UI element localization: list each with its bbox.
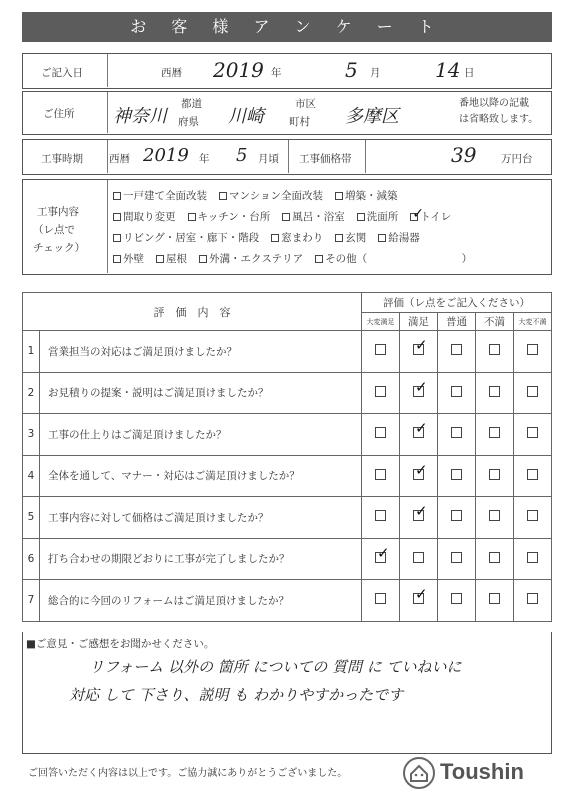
rating-cell (514, 455, 552, 497)
rating-checkbox[interactable] (527, 510, 538, 521)
question-number: 4 (23, 455, 40, 497)
content-option-label: トイレ (420, 211, 452, 223)
date-month-unit: 月 (370, 67, 381, 79)
checkbox[interactable] (188, 213, 196, 221)
rating-checkbox[interactable] (451, 469, 462, 480)
question-row (23, 538, 552, 580)
content-option[interactable] (410, 211, 451, 223)
rating-cell (362, 331, 400, 373)
eval-header-content: 評 価 内 容 (23, 293, 362, 331)
checkbox[interactable] (410, 213, 418, 221)
rating-checkbox[interactable] (489, 552, 500, 563)
question-number: 5 (23, 497, 40, 539)
rating-checkbox[interactable] (489, 386, 500, 397)
rating-checkbox[interactable] (451, 427, 462, 438)
rating-cell (400, 497, 438, 539)
rating-cell (362, 580, 400, 622)
comments-section (22, 632, 552, 754)
rating-cell (514, 331, 552, 373)
checkbox[interactable] (219, 192, 227, 200)
question-row (23, 372, 552, 414)
rating-checkbox[interactable] (527, 469, 538, 480)
checkbox[interactable] (199, 255, 207, 263)
rating-cell (476, 580, 514, 622)
content-option-row (113, 251, 548, 272)
rating-cell (362, 538, 400, 580)
rating-cell (362, 455, 400, 497)
rating-checkbox[interactable] (527, 386, 538, 397)
date-label: ご記入日 (41, 67, 83, 79)
rating-checkbox[interactable] (527, 593, 538, 604)
rating-column-header: 大変不満 (514, 313, 552, 331)
comments-line-1: リフォーム 以外の 箇所 についての 質問 に ていねいに (89, 658, 462, 676)
rating-checkbox[interactable] (375, 427, 386, 438)
period-month-value: 5 (236, 145, 248, 166)
content-option-label: 給湯器 (388, 232, 420, 244)
question-row (23, 414, 552, 456)
rating-cell (438, 331, 476, 373)
rating-cell (362, 372, 400, 414)
rating-cell (514, 497, 552, 539)
content-option[interactable] (113, 232, 259, 244)
rating-checkbox[interactable] (413, 510, 424, 521)
content-option-row (113, 209, 548, 230)
house-icon (402, 756, 436, 790)
question-text: 全体を通して、マナー・対応はご満足頂けましたか？ (40, 455, 362, 497)
question-number: 6 (23, 538, 40, 580)
checkbox[interactable] (113, 234, 121, 242)
question-number: 7 (23, 580, 40, 622)
rating-cell (362, 414, 400, 456)
address-row (22, 91, 552, 135)
rating-checkbox[interactable] (375, 344, 386, 355)
date-row (22, 53, 552, 89)
content-option[interactable] (113, 211, 176, 223)
date-year-unit: 年 (271, 67, 282, 79)
prefecture-label-bottom: 府県 (178, 116, 199, 128)
rating-checkbox[interactable] (413, 593, 424, 604)
address-note: 番地以降の記載 は省略致します。 (459, 98, 539, 125)
comments-label: ■ご意見・ご感想をお聞かせください。 (26, 638, 215, 650)
content-option-label: 外溝・エクステリア (209, 253, 304, 265)
content-option-label: 外壁 (123, 253, 144, 265)
city-value: 川崎 (228, 106, 264, 127)
rating-checkbox[interactable] (375, 552, 386, 563)
checkbox[interactable] (156, 255, 164, 263)
rating-checkbox[interactable] (451, 344, 462, 355)
rating-checkbox[interactable] (375, 469, 386, 480)
question-row (23, 580, 552, 622)
rating-column-header: 普通 (438, 313, 476, 331)
content-option-row (113, 188, 548, 209)
question-row (23, 331, 552, 373)
prefecture-value: 神奈川 (113, 106, 167, 127)
rating-cell (400, 372, 438, 414)
date-era-label: 西暦 (161, 67, 182, 79)
content-option-row (113, 230, 548, 251)
rating-column-header: 大変満足 (362, 313, 400, 331)
content-option[interactable] (113, 190, 207, 202)
question-text: 営業担当の対応はご満足頂けましたか？ (40, 331, 362, 373)
rating-column-header: 不満 (476, 313, 514, 331)
content-option-label: 間取り変更 (123, 211, 176, 223)
content-row (22, 179, 552, 275)
rating-cell (438, 497, 476, 539)
question-number: 3 (23, 414, 40, 456)
checkbox[interactable] (335, 192, 343, 200)
question-text: 打ち合わせの期限どおりに工事が完了しましたか？ (40, 538, 362, 580)
eval-header-rating: 評価（レ点をご記入ください） (362, 293, 552, 313)
rating-checkbox[interactable] (451, 510, 462, 521)
rating-checkbox[interactable] (413, 469, 424, 480)
checkbox[interactable] (113, 192, 121, 200)
content-option[interactable] (282, 211, 345, 223)
rating-checkbox[interactable] (489, 469, 500, 480)
rating-cell (438, 455, 476, 497)
content-option[interactable] (219, 190, 323, 202)
period-era-label: 西暦 (109, 153, 130, 165)
rating-checkbox[interactable] (375, 593, 386, 604)
rating-cell (362, 497, 400, 539)
checkbox[interactable] (282, 213, 290, 221)
rating-cell (476, 538, 514, 580)
content-options (113, 188, 548, 272)
question-text: 総合的に今回のリフォームはご満足頂けましたか？ (40, 580, 362, 622)
content-option[interactable] (188, 211, 271, 223)
rating-cell (476, 497, 514, 539)
brand-name: Toushin (440, 759, 524, 784)
date-day-unit: 日 (464, 67, 475, 79)
rating-cell (514, 372, 552, 414)
date-month-value: 5 (345, 58, 358, 82)
rating-checkbox[interactable] (375, 510, 386, 521)
rating-cell (476, 372, 514, 414)
rating-cell (514, 580, 552, 622)
survey-title: お 客 様 ア ン ケ ー ト (22, 12, 552, 42)
content-label-2: （レ点で (33, 224, 75, 236)
rating-checkbox[interactable] (451, 593, 462, 604)
rating-cell (400, 414, 438, 456)
question-row (23, 455, 552, 497)
rating-checkbox[interactable] (413, 427, 424, 438)
period-month-unit: 月頃 (258, 153, 279, 165)
content-option-label: キッチン・台所 (197, 211, 271, 223)
content-option-label: 一戸建て全面改装 (123, 190, 207, 202)
prefecture-label-top: 都道 (181, 98, 202, 110)
content-option[interactable] (199, 253, 303, 265)
period-row (22, 139, 552, 175)
rating-cell (438, 580, 476, 622)
rating-cell (400, 538, 438, 580)
content-option[interactable] (271, 232, 323, 244)
rating-checkbox[interactable] (527, 344, 538, 355)
checkbox[interactable] (335, 234, 343, 242)
content-option-label: マンション全面改装 (229, 190, 324, 202)
content-option-label: 洗面所 (366, 211, 399, 223)
content-option-label: 窓まわり (281, 232, 324, 244)
content-option[interactable] (335, 190, 398, 202)
rating-cell (400, 331, 438, 373)
rating-cell (514, 538, 552, 580)
content-option[interactable] (113, 253, 144, 265)
content-option[interactable] (335, 232, 366, 244)
rating-checkbox[interactable] (413, 386, 424, 397)
question-number: 2 (23, 372, 40, 414)
evaluation-table (22, 292, 552, 622)
rating-cell (400, 455, 438, 497)
rating-checkbox[interactable] (527, 552, 538, 563)
rating-checkbox[interactable] (451, 552, 462, 563)
rating-cell (438, 414, 476, 456)
content-option[interactable] (378, 232, 420, 244)
content-label-3: チェック） (33, 242, 86, 254)
content-option-label: その他（ ） (325, 253, 473, 265)
price-label: 工事価格帯 (299, 153, 352, 165)
rating-checkbox[interactable] (489, 344, 500, 355)
rating-cell (438, 538, 476, 580)
content-option[interactable] (156, 253, 187, 265)
rating-checkbox[interactable] (489, 427, 500, 438)
question-text: 工事内容に対して価格はご満足頂けましたか？ (40, 497, 362, 539)
footer-text: ご回答いただく内容は以上です。ご協力誠にありがとうございました。 (28, 768, 348, 779)
period-year-unit: 年 (199, 153, 210, 165)
period-year-value: 2019 (143, 145, 189, 166)
price-unit: 万円台 (501, 153, 533, 165)
address-label: ご住所 (43, 108, 75, 120)
date-year-value: 2019 (213, 58, 264, 82)
checkbox[interactable] (357, 213, 365, 221)
rating-cell (438, 372, 476, 414)
comments-line-2: 対応 して 下さり、説明 も わかりやすかったです (69, 686, 404, 704)
question-row (23, 497, 552, 539)
period-label: 工事時期 (41, 153, 83, 165)
rating-checkbox[interactable] (413, 552, 424, 563)
ward-value: 多摩区 (345, 106, 399, 127)
rating-checkbox[interactable] (413, 344, 424, 355)
content-option[interactable] (357, 211, 399, 223)
content-option-label: 玄関 (345, 232, 367, 244)
checkbox[interactable] (113, 255, 121, 263)
rating-cell (476, 414, 514, 456)
brand-logo (402, 756, 552, 790)
rating-checkbox[interactable] (489, 510, 500, 521)
checkbox[interactable] (113, 213, 121, 221)
rating-checkbox[interactable] (527, 427, 538, 438)
city-label-bottom: 町村 (289, 116, 310, 128)
rating-checkbox[interactable] (451, 386, 462, 397)
content-option-label: 風呂・浴室 (292, 211, 345, 223)
rating-cell (476, 455, 514, 497)
question-text: 工事の仕上りはご満足頂けましたか？ (40, 414, 362, 456)
content-option-label: リビング・居室・廊下・階段 (123, 232, 260, 244)
rating-cell (514, 414, 552, 456)
date-day-value: 14 (435, 58, 461, 82)
rating-column-header: 満足 (400, 313, 438, 331)
content-label-1: 工事内容 (37, 206, 79, 218)
content-option-label: 屋根 (166, 253, 187, 265)
question-text: お見積りの提案・説明はご満足頂けましたか？ (40, 372, 362, 414)
checkbox[interactable] (378, 234, 386, 242)
rating-checkbox[interactable] (375, 386, 386, 397)
checkbox[interactable] (315, 255, 323, 263)
city-label-top: 市区 (295, 98, 316, 110)
checkbox[interactable] (271, 234, 279, 242)
rating-cell (400, 580, 438, 622)
price-value: 39 (451, 143, 477, 167)
rating-checkbox[interactable] (489, 593, 500, 604)
rating-cell (476, 331, 514, 373)
content-option-label: 増築・減築 (345, 190, 398, 202)
content-option[interactable] (315, 253, 472, 265)
question-number: 1 (23, 331, 40, 373)
